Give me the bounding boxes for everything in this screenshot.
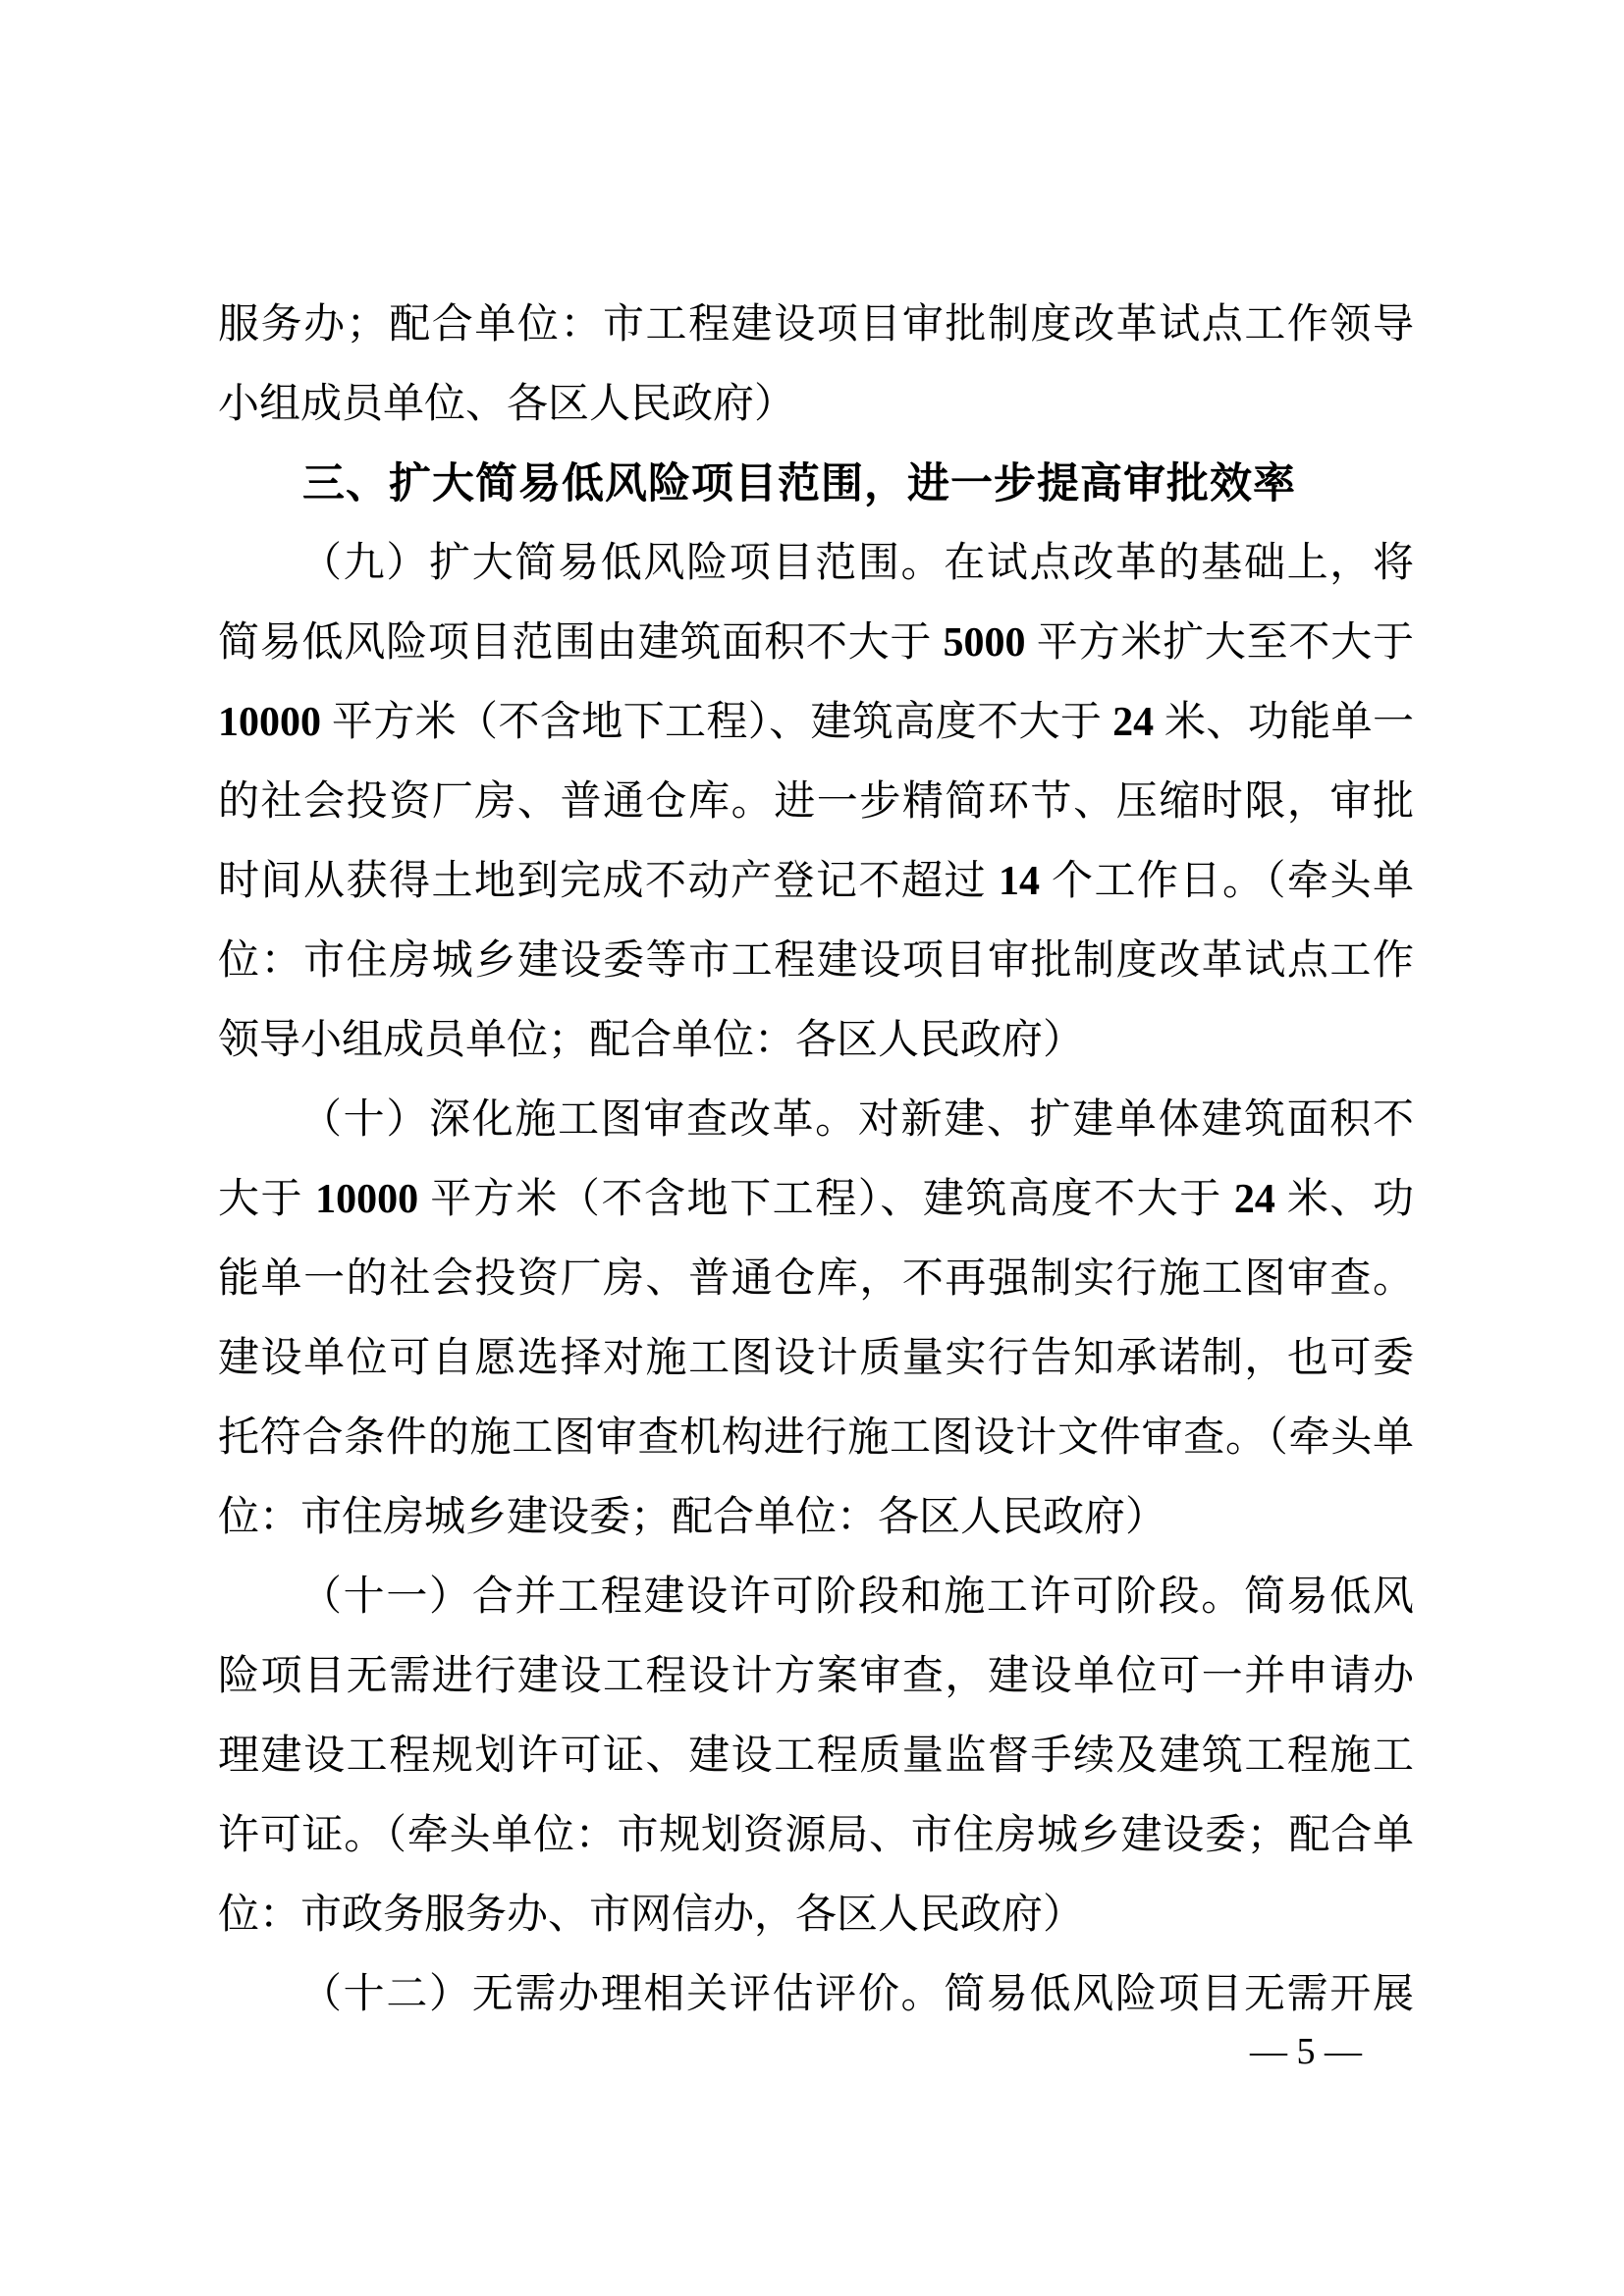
para-11-line-5 bbox=[218, 1876, 1414, 1955]
para-9-line-2 bbox=[218, 604, 1414, 683]
bold-text-run: 三、扩大简易低风险项目范围，进一步提高审批效率 bbox=[302, 461, 1296, 507]
bold-text-run: 24 bbox=[1112, 700, 1155, 745]
text-run: 米、功 bbox=[1274, 1177, 1414, 1222]
para-10-line-6 bbox=[218, 1478, 1414, 1558]
para-11-line-4 bbox=[218, 1796, 1414, 1876]
bold-text-run: 24 bbox=[1233, 1177, 1275, 1222]
text-run: 大于 bbox=[218, 1177, 316, 1222]
para-9-line-1 bbox=[218, 524, 1414, 604]
text-run: 领导小组成员单位；配合单位：各区人民政府） bbox=[218, 1018, 1085, 1063]
bold-text-run: 14 bbox=[998, 859, 1040, 904]
page-number: — 5 — bbox=[1250, 2031, 1362, 2072]
para-10-line-4 bbox=[218, 1319, 1414, 1399]
para-10-line-1 bbox=[218, 1081, 1414, 1160]
para-11-line-2 bbox=[218, 1637, 1414, 1717]
section-heading-3 bbox=[218, 445, 1414, 524]
para-10-line-5 bbox=[218, 1399, 1414, 1478]
para-12-line-1 bbox=[218, 1955, 1414, 2035]
document-text-block bbox=[218, 286, 1414, 2035]
para-9-line-4 bbox=[218, 763, 1414, 842]
text-run: 简易低风险项目范围由建筑面积不大于 bbox=[218, 620, 944, 666]
text-run: （九）扩大简易低风险项目范围。在试点改革的基础上，将 bbox=[300, 541, 1414, 586]
text-run: 小组成员单位、各区人民政府） bbox=[218, 382, 796, 427]
text-run: 服务办；配合单位：市工程建设项目审批制度改革试点工作领导 bbox=[218, 302, 1414, 347]
text-run: 建设单位可自愿选择对施工图设计质量实行告知承诺制，也可委 bbox=[218, 1336, 1414, 1381]
text-run: 托符合条件的施工图审查机构进行施工图设计文件审查。（牵头单 bbox=[218, 1415, 1414, 1461]
para-10-line-3 bbox=[218, 1240, 1414, 1319]
text-run: 个工作日。（牵头单 bbox=[1039, 859, 1414, 904]
text-run: 平方米扩大至不大于 bbox=[1025, 620, 1414, 666]
para-prev-continuation-line-1 bbox=[218, 286, 1414, 365]
text-run: （十二）无需办理相关评估评价。简易低风险项目无需开展 bbox=[300, 1972, 1414, 2017]
para-9-line-3 bbox=[218, 683, 1414, 763]
text-run: （十）深化施工图审查改革。对新建、扩建单体建筑面积不 bbox=[300, 1097, 1414, 1143]
para-9-line-7 bbox=[218, 1001, 1414, 1081]
text-run: 平方米（不含地下工程）、建筑高度不大于 bbox=[418, 1177, 1234, 1222]
text-run: 能单一的社会投资厂房、普通仓库，不再强制实行施工图审查。 bbox=[218, 1256, 1414, 1302]
para-10-line-2 bbox=[218, 1160, 1414, 1240]
bold-text-run: 10000 bbox=[218, 700, 321, 745]
para-prev-continuation-line-2 bbox=[218, 365, 1414, 445]
para-9-line-5 bbox=[218, 842, 1414, 922]
text-run: 许可证。（牵头单位：市规划资源局、市住房城乡建设委；配合单 bbox=[218, 1813, 1414, 1858]
bold-text-run: 10000 bbox=[315, 1177, 419, 1222]
text-run: 位：市住房城乡建设委等市工程建设项目审批制度改革试点工作 bbox=[218, 938, 1414, 984]
text-run: （十一）合并工程建设许可阶段和施工许可阶段。简易低风 bbox=[300, 1575, 1414, 1620]
text-run: 米、功能单一 bbox=[1154, 700, 1414, 745]
text-run: 时间从获得土地到完成不动产登记不超过 bbox=[218, 859, 999, 904]
text-run: 位：市住房城乡建设委；配合单位：各区人民政府） bbox=[218, 1495, 1167, 1540]
bold-text-run: 5000 bbox=[943, 620, 1026, 666]
para-9-line-6 bbox=[218, 922, 1414, 1001]
para-11-line-1 bbox=[218, 1558, 1414, 1637]
text-run: 位：市政务服务办、市网信办，各区人民政府） bbox=[218, 1893, 1085, 1938]
text-run: 险项目无需进行建设工程设计方案审查，建设单位可一并申请办 bbox=[218, 1654, 1414, 1699]
text-run: 平方米（不含地下工程）、建筑高度不大于 bbox=[321, 700, 1113, 745]
para-11-line-3 bbox=[218, 1717, 1414, 1796]
text-run: 理建设工程规划许可证、建设工程质量监督手续及建筑工程施工 bbox=[218, 1734, 1414, 1779]
text-run: 的社会投资厂房、普通仓库。进一步精简环节、压缩时限，审批 bbox=[218, 779, 1414, 825]
